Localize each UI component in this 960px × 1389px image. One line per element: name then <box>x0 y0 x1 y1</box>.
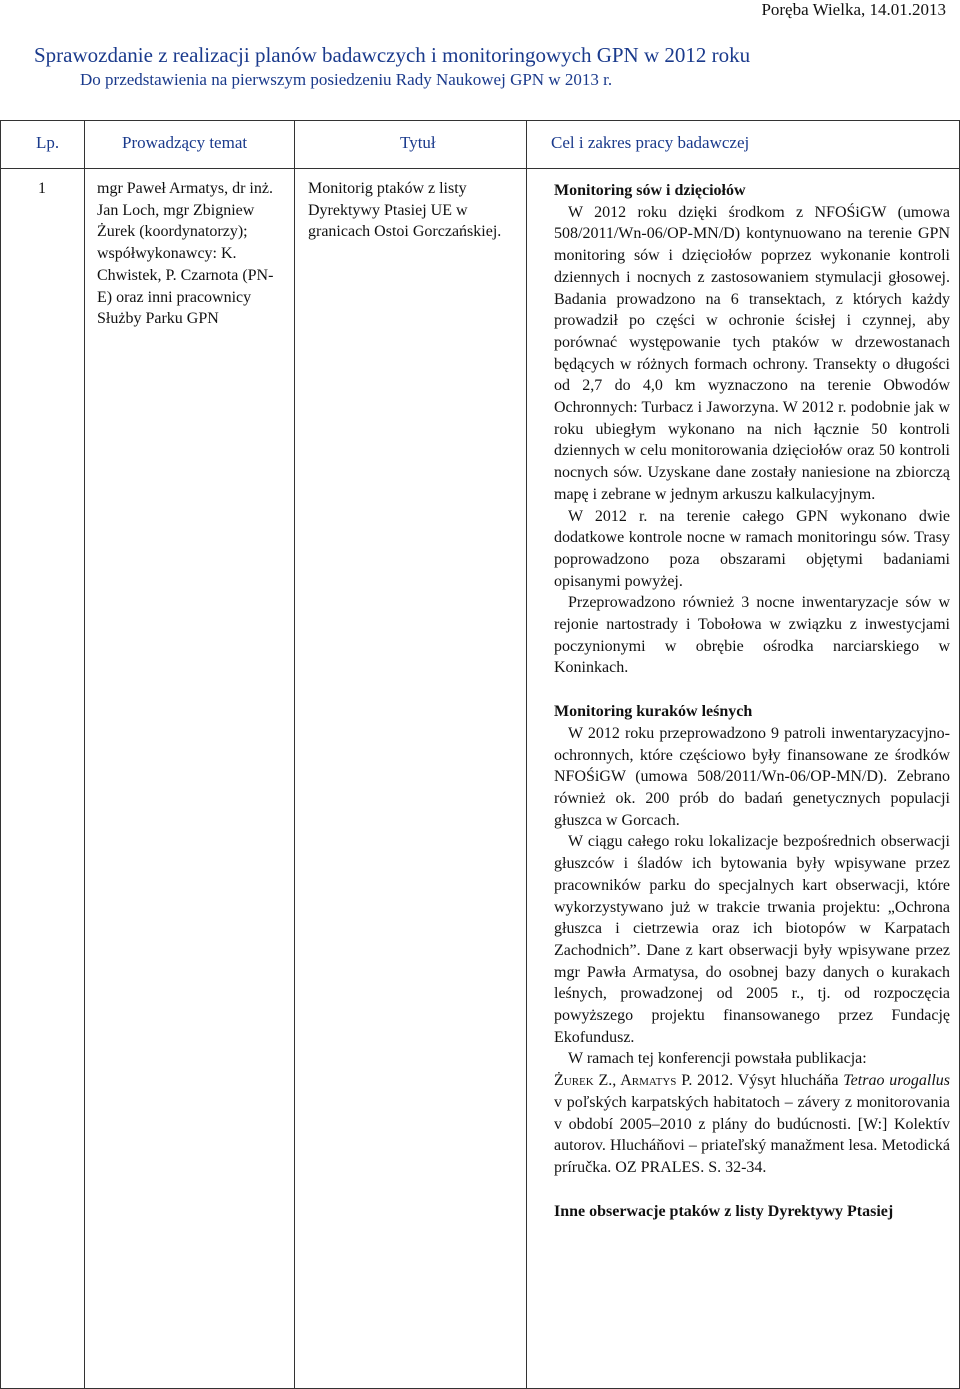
citation-rest: v poľských karpatských habitatoch – závery z monitorovania v období 2005–2010 z plány do budúcnosti. [W:] Kolektív autorov. Hlucháňovi – priateľský manažment lesa. Metodická príručka. OZ PRALES. S. 32-34. <box>554 1093 950 1176</box>
citation <box>554 1070 950 1179</box>
paragraph: Przeprowadzono również 3 nocne inwentaryzacje sów w rejonie nartostrady i Tobołowa w związku z inwestycjami poczynionymi w obrębie ośrodka narciarskiego w Koninkach. <box>554 594 950 677</box>
paragraph: W 2012 r. na terenie całego GPN wykonano dwie dodatkowe kontrole nocne w ramach monitoringu sów. Trasy poprowadzono poza obszarami objętymi badaniami opisanymi powyżej. <box>554 507 950 590</box>
column-header-goal: Cel i zakres pracy badawczej <box>551 133 750 152</box>
section-heading-owls: Monitoring sów i dzięciołów <box>554 182 746 199</box>
paragraph: W ciągu całego roku lokalizacje bezpośrednich obserwacji głuszców i śladów ich bytowania były wpisywane przez pracowników parku do specjalnych kart obserwacji, które wykorzystywano już w trakcie trwania projektu: „Ochrona głuszca i cietrzewia oraz ich biotopów w Karpatach Zachodnich”. Dane z kart obserwacji były wpisywane przez mgr Pawła Armatysa, do osobnej bazy danych o kurakach leśnych, prowadzonej od 2005 r., tj. od rozpoczęcia powyższego projektu finansowanego przez Fundację Ekofundusz. <box>554 833 950 1046</box>
section-gap <box>554 1179 950 1201</box>
paragraph: W ramach tej konferencji powstała publikacja: <box>568 1050 867 1068</box>
research-goal <box>554 180 950 1222</box>
citation-species: Tetrao urogallus <box>843 1072 950 1090</box>
row-number: 1 <box>38 180 46 197</box>
section-heading-grouse: Monitoring kuraków leśnych <box>554 703 753 721</box>
document-title: Sprawozdanie z realizacji planów badawczych i monitoringowych GPN w 2012 roku <box>34 43 751 67</box>
row-cell-title <box>295 169 527 1389</box>
paragraph: W 2012 roku przeprowadzono 9 patroli inwentaryzacyjno-ochronnych, które częściowo były finansowane ze środków NFOŚiGW (umowa 508/2011/Wn-06/OP-MN/D). Zebrano również ok. 200 prób do badań genetycznych populacji głuszca w Gorcach. <box>554 724 950 829</box>
section-gap <box>554 679 950 701</box>
citation-year: 2012. Výsyt hlucháňa <box>692 1072 844 1090</box>
document-subtitle: Do przedstawienia na pierwszym posiedzeniu Rady Naukowej GPN w 2013 r. <box>80 70 613 89</box>
research-title: Monitorig ptaków z listy Dyrektywy Ptasiej UE w granicach Ostoi Gorczańskiej. <box>308 180 502 241</box>
paragraph: W 2012 roku dzięki środkom z NFOŚiGW (umowa 508/2011/Wn-06/OP-MN/D) kontynuowano na terenie GPN monitoring sów i dzięciołów poprzez wykonanie kontroli dziennych i nocnych z zastosowaniem stymulacji głosowej. Badania prowadzono na 6 transektach, z których każdy prowadził po części w ochronie ścisłej i czynnej, aby porównać występowanie tych ptaków w drzewostanach będących w różnych formach ochrony. Transekty o długości od 2,7 do 4,0 km wyznaczono na terenie Obwodów Ochronnych: Turbacz i Jaworzyna. W 2012 r. podobnie jak w roku ubiegłym wykonano na nich łącznie 50 kontroli dziennych w celu monitorowania dzięciołów oraz 50 kontroli nocnych sów. Uzyskane dane zostały naniesione na zbiorczą mapę i zebrane w jednym arkuszu kalkulacyjnym. <box>554 203 950 503</box>
section-heading-other: Inne obserwacje ptaków z listy Dyrektywy Ptasiej <box>554 1202 894 1220</box>
place-date: Poręba Wielka, 14.01.2013 <box>761 0 946 19</box>
row-cell-lp <box>1 169 85 1389</box>
row-cell-lead <box>84 169 294 1389</box>
citation-authors: Żurek Z., Armatys P. <box>554 1072 693 1090</box>
column-header-title: Tytuł <box>400 133 436 152</box>
column-header-lp: Lp. <box>36 133 60 152</box>
lead-researchers: mgr Paweł Armatys, dr inż. Jan Loch, mgr Zbigniew Żurek (koordynatorzy); współwykonawcy: K. Chwistek, P. Czarnota (PN-E) oraz inni pracownicy Służby Parku GPN <box>97 180 274 328</box>
column-header-lead: Prowadzący temat <box>122 133 248 152</box>
